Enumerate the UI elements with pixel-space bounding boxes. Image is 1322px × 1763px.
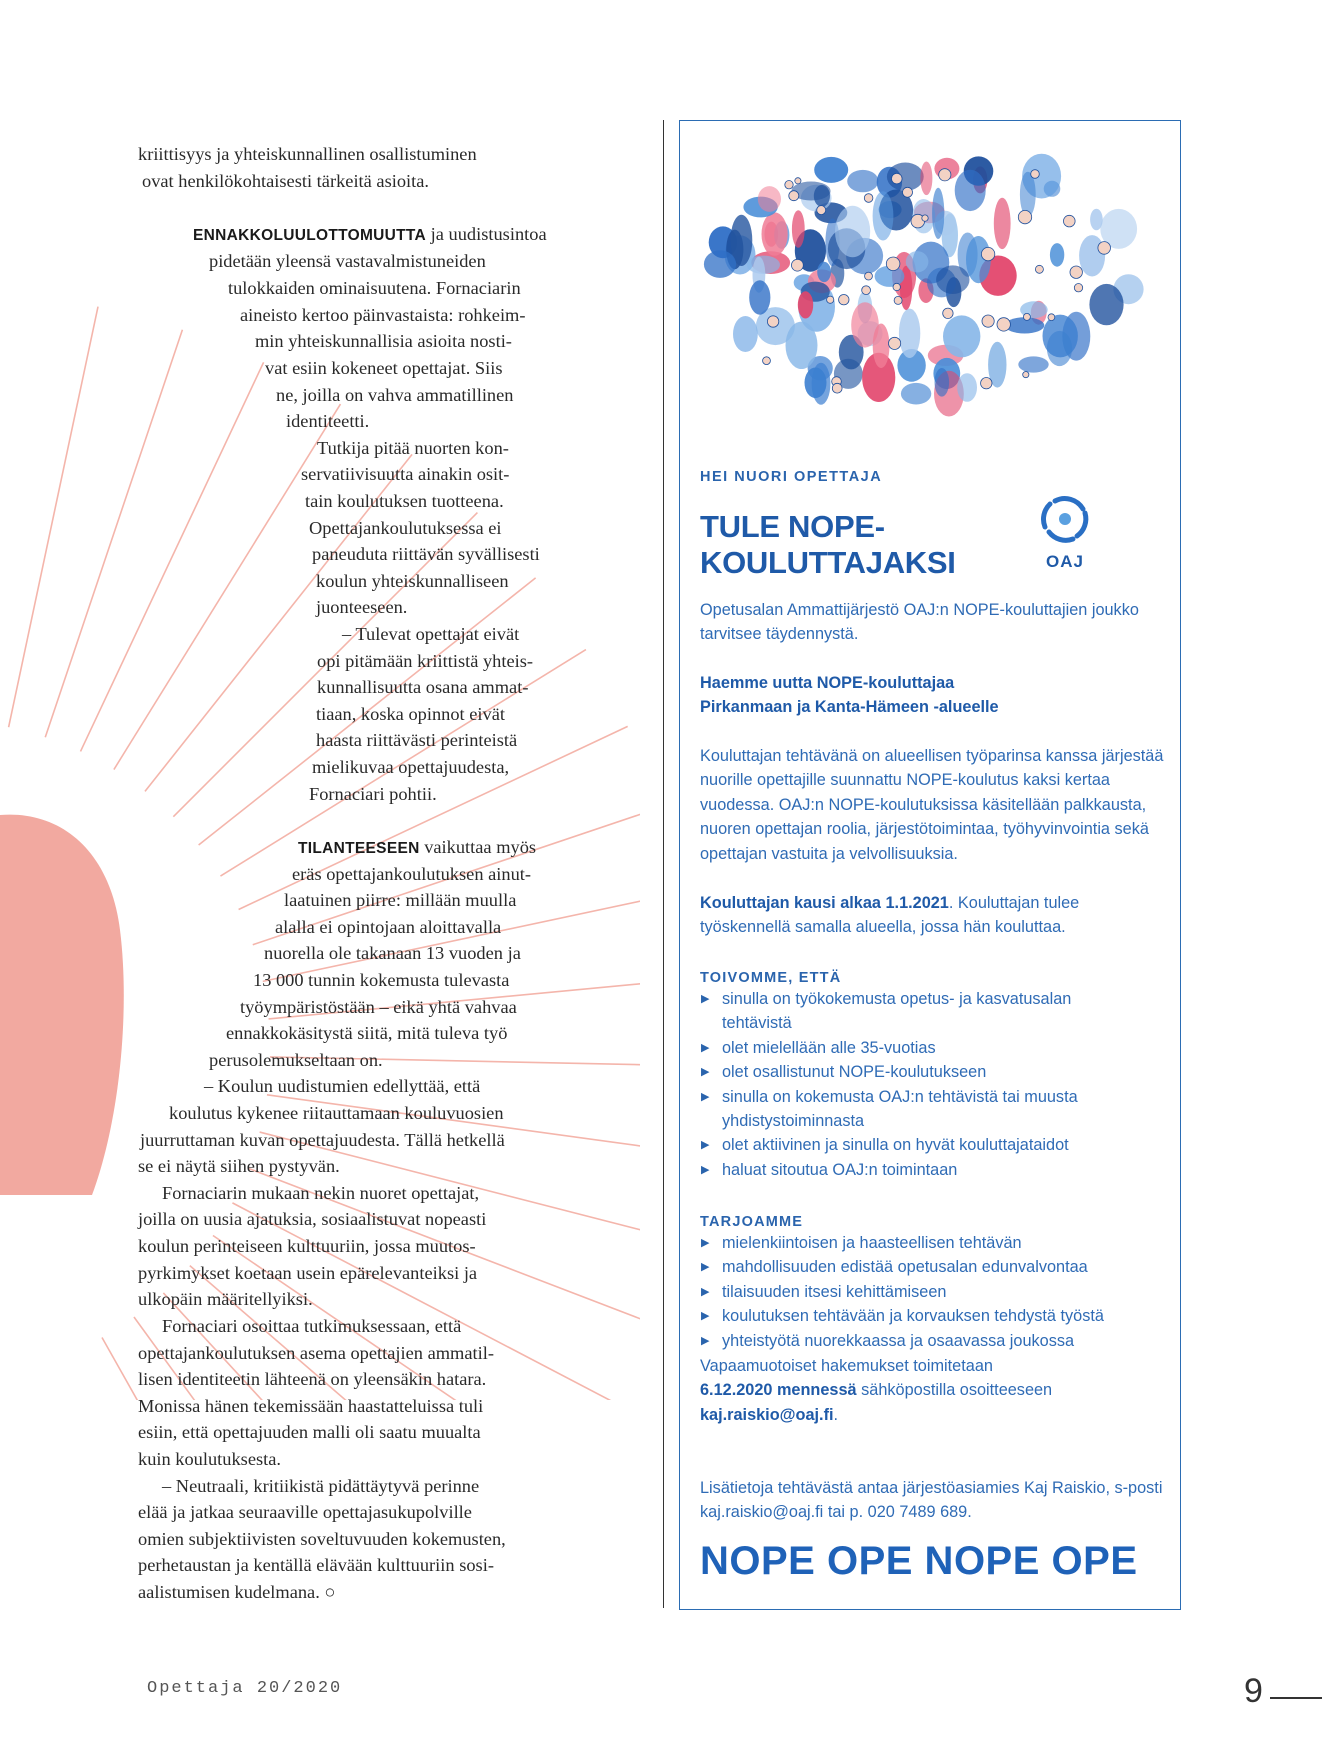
article-line: eräs opettajankoulutuksen ainut- [292, 864, 532, 884]
crowd-face [892, 173, 903, 184]
crowd-face [981, 247, 994, 260]
crowd-figure [955, 170, 986, 211]
article-line: juonteeseen. [316, 597, 408, 617]
crowd-figure [1079, 235, 1105, 276]
article-line: ovat henkilökohtaisesti tärkeitä asioita. [142, 171, 430, 191]
crowd-figure [1047, 331, 1072, 366]
ad-season [700, 891, 1170, 940]
column-divider [663, 120, 664, 1608]
list-item: ▶ yhteistyötä nuorekkaassa ja osaavassa joukossa [700, 1329, 1170, 1353]
crowd-face [792, 259, 804, 271]
article-line: mielikuvaa opettajuudesta, [312, 757, 510, 777]
crowd-figure [920, 162, 932, 196]
article-line: perusolemukseltaan on. [209, 1050, 383, 1070]
crowd-figure [957, 373, 977, 402]
article-line: opi pitämään kriittistä yhteis- [317, 651, 534, 671]
article-line: haasta riittävästi perinteistä [316, 730, 518, 750]
article-text [0, 0, 640, 1640]
article-line: Fornaciarin mukaan nekin nuoret opettajat, [162, 1183, 480, 1203]
crowd-figure [817, 262, 831, 282]
crowd-figure [906, 251, 929, 272]
article-line: aineisto kertoo päinvastaista: rohkeim- [240, 305, 526, 325]
article-line: – Koulun uudistumien edellyttää, että [204, 1076, 481, 1096]
crowd-figure [814, 157, 848, 183]
article-line: kunnallisuutta osana ammat- [317, 677, 529, 697]
ad-headline [700, 509, 956, 581]
ad-offers-list [700, 1231, 1170, 1353]
article-line: työympäristöstään – eikä yhtä vahvaa [240, 997, 517, 1017]
article-line: elää ja jatkaa seuraaville opettajasukupolville [138, 1502, 472, 1522]
ad-apply [700, 1354, 1170, 1427]
oaj-logo-text: OAJ [1046, 552, 1084, 571]
article-line: lisen identiteetin lähteenä on yleensäkin hatara. [138, 1369, 487, 1389]
crowd-face [903, 187, 913, 197]
article-line: omien subjektiivisten soveltuvuuden kokemusten, [138, 1529, 506, 1549]
crowd-face [1064, 215, 1076, 227]
article-line: kuin koulutuksesta. [138, 1449, 282, 1469]
ad-apply-line [700, 1403, 1170, 1427]
article-line: tain koulutuksen tuotteena. [305, 491, 504, 511]
crowd-face [795, 178, 801, 184]
crowd-face [864, 194, 873, 203]
crowd-face [1070, 266, 1082, 278]
article-line: juurruttaman kuvan opettajuudesta. Tällä hetkellä [140, 1130, 505, 1150]
crowd-figure [798, 291, 813, 318]
lead-keyword: ENNAKKOLUULOTTOMUUTTA [193, 227, 427, 244]
article-paragraph-start [193, 221, 547, 250]
article-line: koulutus kykenee riitauttamaan kouluvuosien [169, 1103, 504, 1123]
article-line: nuorella ole takanaan 13 vuoden ja [264, 943, 521, 963]
lead-keyword: TILANTEESEEN [298, 840, 420, 857]
page-number: 9 [1244, 1672, 1263, 1710]
list-item: ▶ tilaisuuden itsesi kehittämiseen [700, 1280, 1170, 1304]
ad-subheading-line: Pirkanmaan ja Kanta-Hämeen -alueelle [700, 698, 999, 717]
page-number-rule [1270, 1697, 1322, 1699]
article-line: 13 000 tunnin kokemusta tulevasta [253, 970, 510, 990]
crowd-face [1023, 313, 1030, 320]
article-line: laatuinen piirre: millään muulla [284, 890, 517, 910]
list-item: ▶ mahdollisuuden edistää opetusalan edunvalvontaa [700, 1255, 1170, 1279]
crowd-face [767, 316, 778, 327]
crowd-figure [792, 210, 805, 248]
article-paragraph-start [298, 834, 536, 863]
crowd-face [1031, 170, 1040, 179]
crowd-figure [943, 315, 980, 357]
ad-apply-text: . [833, 1405, 839, 1424]
crowd-face [1035, 265, 1043, 273]
ad-apply-line [700, 1378, 1170, 1402]
ad-headline-line: TULE NOPE- [700, 509, 885, 544]
oaj-logo-icon [1034, 493, 1096, 545]
article-line: koulun perinteiseen kulttuuriin, jossa muutos- [138, 1236, 476, 1256]
list-item: ▶ olet mielellään alle 35-vuotias [700, 1036, 1170, 1060]
crowd-figure [936, 265, 969, 294]
crowd-figure [1018, 356, 1048, 372]
crowd-face [832, 383, 842, 393]
article-line: perhetaustan ja kentällä elävään kulttuuriin sosi- [138, 1555, 494, 1575]
ad-season-bold: Kouluttajan kausi alkaa 1.1.2021 [700, 894, 949, 912]
article-line: koulun yhteiskunnalliseen [316, 571, 509, 591]
crowd-figure [762, 212, 788, 255]
ad-season-rest: . Kouluttajan tulee työskennellä samalla alueella, jossa hän kouluttaa. [700, 894, 1080, 937]
article-line: joilla on uusia ajatuksia, sosiaalistuvat nopeasti [138, 1209, 487, 1229]
list-item: ▶ sinulla on kokemusta OAJ:n tehtävistä tai muusta yhdistystoiminnasta [700, 1085, 1082, 1134]
article-line: opettajankoulutuksen asema opettajien ammatil- [138, 1343, 494, 1363]
article-line: ja uudistusintoa [426, 224, 547, 244]
article-line: kriittisyys ja yhteiskunnallinen osallistuminen [138, 144, 477, 164]
crowd-face [943, 308, 953, 318]
crowd-face [889, 337, 901, 349]
crowd-face [865, 272, 873, 280]
ad-body: Kouluttajan tehtävänä on alueellisen työparinsa kanssa järjestää nuorille opettajille suunnattu NOPE-koulutus kaksi kertaa vuodessa. OAJ:n NOPE-koulutuksissa käsitellään palkkausta, nuoren opettajan roolia, järjestötoimintaa, työhyvinvointia sekä opettajan vastuita ja velvollisuuksia. [700, 747, 1164, 863]
article-line: aalistumisen kudelmana. ○ [138, 1582, 336, 1602]
ad-intro: Opetusalan Ammattijärjestö OAJ:n NOPE-kouluttajien joukko tarvitsee täydennystä. [700, 601, 1139, 644]
ad-offers-title: TARJOAMME [700, 1214, 804, 1230]
crowd-figure [851, 302, 879, 347]
crowd-figure [704, 250, 736, 278]
crowd-face [922, 215, 928, 221]
article-line: esiin, että opettajuuden malli oli saatu muualta [138, 1422, 481, 1442]
footer-magazine: Opettaja 20/2020 [147, 1679, 343, 1698]
ad-slogan: NOPE OPE NOPE OPE [700, 1539, 1138, 1583]
article-line: se ei näytä siihen pystyvän. [138, 1156, 340, 1176]
ad-apply-email-link[interactable]: kaj.raiskio@oaj.fi [700, 1405, 834, 1424]
crowd-face [785, 181, 793, 189]
ad-contact: Lisätietoja tehtävästä antaa järjestöasiamies Kaj Raiskio, s-posti kaj.raiskio@oaj.fi tai p. 020 7489 689. [700, 1479, 1163, 1522]
ad-apply-date: 6.12.2020 mennessä [700, 1381, 857, 1400]
crowd-face [1018, 210, 1031, 223]
article-line: Opettajankoulutuksessa ei [309, 518, 502, 538]
ad-apply-line: Vapaamuotoiset hakemukset toimitetaan [700, 1357, 993, 1375]
article-line: Tutkija pitää nuorten kon- [317, 438, 509, 458]
crowd-face [1098, 242, 1111, 255]
crowd-figure [1089, 284, 1123, 325]
ad-wishes-title: TOIVOMME, ETTÄ [700, 970, 842, 986]
ad-subheading-line: Haemme uutta NOPE-kouluttajaa [700, 674, 955, 692]
crowd-figure [758, 186, 781, 212]
article-line: vaikuttaa myös [419, 837, 537, 857]
article-line: Monissa hänen tekemissään haastatteluissa tuli [138, 1396, 484, 1416]
crowd-face [817, 206, 826, 215]
crowd-face [1074, 284, 1082, 292]
crowd-figure [932, 188, 944, 239]
crowd-face [862, 286, 871, 295]
crowd-face [997, 318, 1010, 331]
crowd-figure [899, 309, 920, 358]
ad-wishes-list [700, 987, 1170, 1182]
crowd-figure [835, 206, 870, 257]
crowd-face [893, 283, 900, 290]
crowd-figure [786, 322, 818, 369]
ad-headline-line: KOULUTTAJAKSI [700, 545, 956, 580]
crowd-figure [1020, 172, 1036, 217]
article-line: servatiivisuutta ainakin osit- [301, 464, 510, 484]
list-item: ▶ sinulla on työkokemusta opetus- ja kasvatusalan tehtävistä [700, 987, 1102, 1036]
crowd-face [789, 191, 799, 201]
crowd-figure [805, 368, 827, 399]
list-item: ▶ olet osallistunut NOPE-koulutukseen [700, 1060, 1170, 1084]
article-line: paneuduta riittävän syvällisesti [312, 544, 540, 564]
crowd-face [886, 257, 900, 271]
crowd-figure [994, 198, 1011, 249]
crowd-face [1048, 314, 1055, 321]
article-line: – Neutraali, kritiikistä pidättäytyvä perinne [162, 1476, 480, 1496]
article-line: alalla ei opintojaan aloittavalla [275, 917, 502, 937]
list-item: ▶ koulutuksen tehtävään ja korvauksen tehdystä työstä [700, 1304, 1170, 1328]
crowd-face [1023, 372, 1029, 378]
ad-apply-text: sähköpostilla osoitteeseen [856, 1381, 1053, 1400]
list-item: ▶ olet aktiivinen ja sinulla on hyvät kouluttajataidot [700, 1133, 1170, 1157]
article-line: – Tulevat opettajat eivät [342, 624, 520, 644]
crowd-face [939, 169, 951, 181]
article-line: Fornaciari pohtii. [309, 784, 437, 804]
article-line: tiaan, koska opinnot eivät [316, 704, 505, 724]
oaj-logo [1034, 493, 1096, 573]
article-line: vat esiin kokeneet opettajat. Siis [265, 358, 503, 378]
crowd-face [981, 378, 992, 389]
crowd-figure [1050, 243, 1064, 267]
crowd-face [894, 296, 902, 304]
crowd-figure [935, 368, 950, 397]
crowd-face [839, 295, 849, 305]
crowd-figure [733, 316, 758, 352]
illustration-crowd-image [680, 121, 1180, 421]
article-line: min yhteiskunnallisia asioita nosti- [255, 331, 512, 351]
article-line: Fornaciari osoittaa tutkimuksessaan, että [162, 1316, 462, 1336]
list-item: ▶ mielenkiintoisen ja haasteellisen tehtävän [700, 1231, 1170, 1255]
article-line: ne, joilla on vahva ammatillinen [276, 385, 514, 405]
article-line: tulokkaiden ominaisuutena. Fornaciarin [228, 278, 521, 298]
article-line: ennakkokäsitystä siitä, mitä tuleva työ [226, 1023, 508, 1043]
crowd-face [827, 296, 834, 303]
ad-subheading [700, 671, 999, 720]
crowd-figure [901, 383, 931, 405]
crowd-figure [873, 191, 894, 240]
crowd-face [763, 357, 771, 365]
article-line: pidetään yleensä vastavalmistuneiden [209, 251, 486, 271]
article-line: pyrkimykset koetaan usein epärelevanteiksi ja [138, 1263, 478, 1283]
list-item: ▶ haluat sitoutua OAJ:n toimintaan [700, 1158, 1170, 1182]
article-line: identiteetti. [286, 411, 370, 431]
article-line: ulkopäin määritellyiksi. [138, 1289, 313, 1309]
crowd-figure [847, 170, 878, 192]
crowd-figure [749, 280, 770, 314]
ad-kicker: HEI NUORI OPETTAJA [700, 469, 883, 485]
oaj-recruitment-ad [679, 120, 1181, 1610]
crowd-face [982, 315, 994, 327]
